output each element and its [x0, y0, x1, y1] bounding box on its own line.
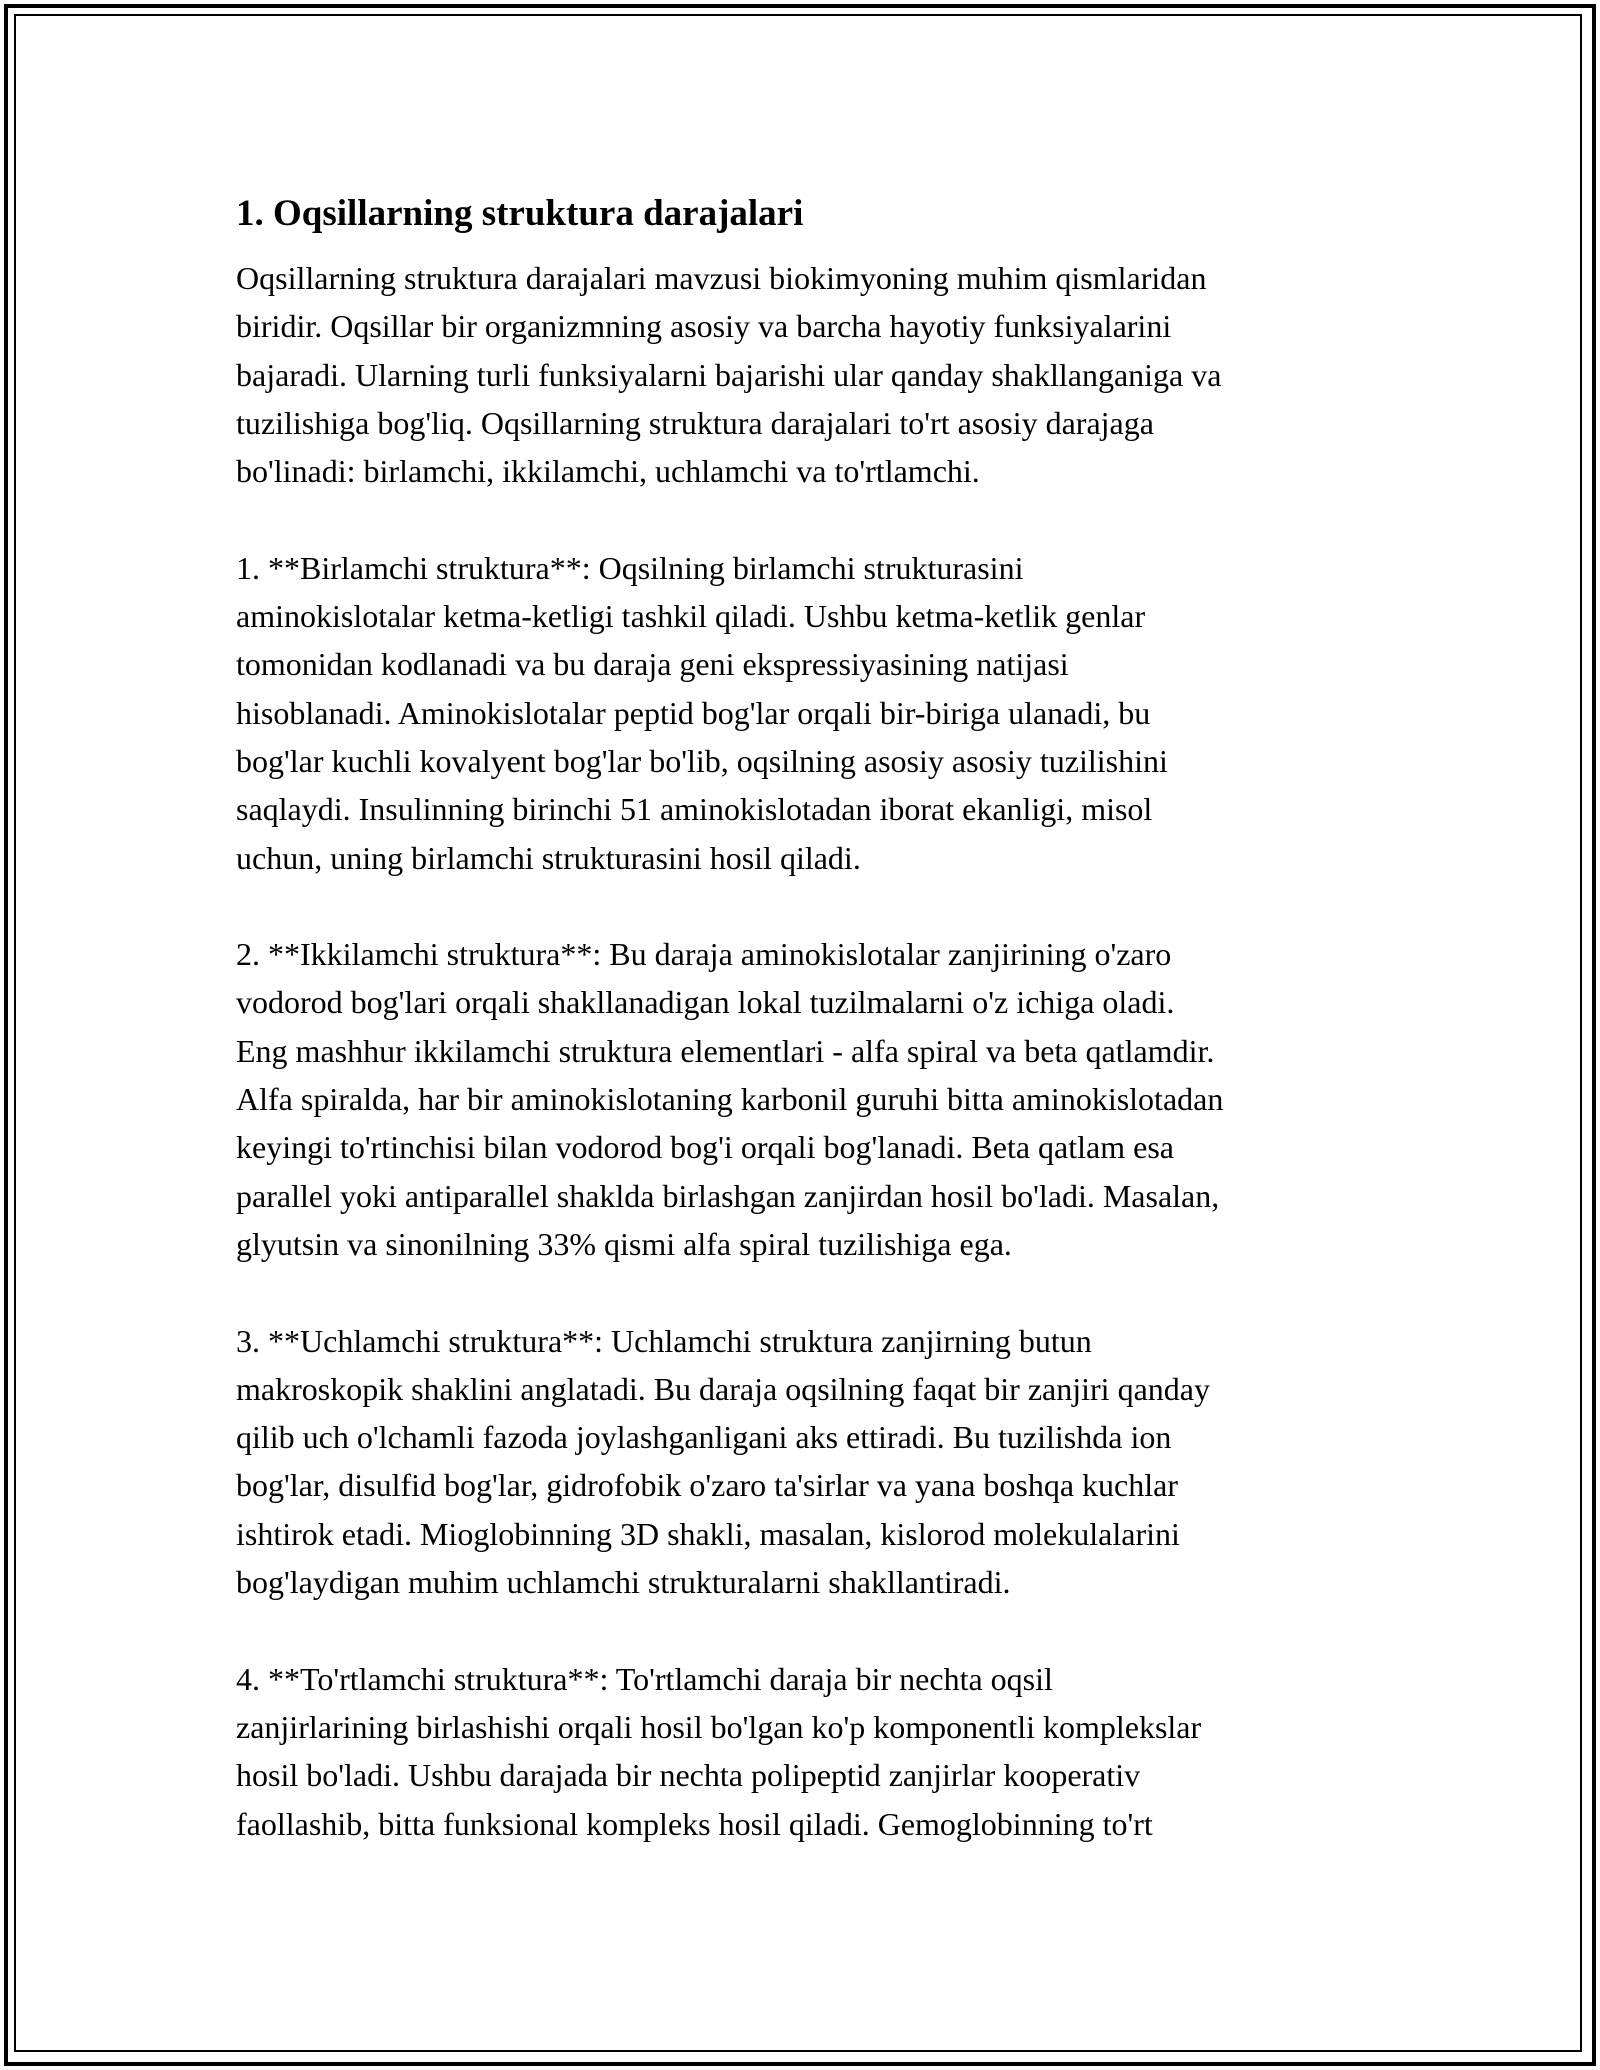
text-line: uchun, uning birlamchi strukturasini hosil qiladi.	[236, 839, 861, 876]
paragraph-secondary-structure	[236, 930, 1376, 1268]
text-line: ishtirok etadi. Mioglobinning 3D shakli, masalan, kislorod molekulalarini	[236, 1515, 1180, 1552]
text-line: tuzilishiga bog'liq. Oqsillarning struktura darajalari to'rt asosiy darajaga	[236, 404, 1154, 441]
text-line: 4. **To'rtlamchi struktura**: To'rtlamchi daraja bir nechta oqsil	[236, 1660, 1053, 1697]
text-line: bog'lar kuchli kovalyent bog'lar bo'lib, oqsilning asosiy asosiy tuzilishini	[236, 742, 1168, 779]
text-line: zanjirlarining birlashishi orqali hosil bo'lgan ko'p komponentli komplekslar	[236, 1708, 1202, 1745]
text-line: aminokislotalar ketma-ketligi tashkil qiladi. Ushbu ketma-ketlik genlar	[236, 598, 1146, 635]
text-line: faollashib, bitta funksional kompleks hosil qiladi. Gemoglobinning to'rt	[236, 1805, 1153, 1842]
paragraph-quaternary-structure	[236, 1655, 1376, 1848]
text-line: hisoblanadi. Aminokislotalar peptid bog'lar orqali bir-biriga ulanadi, bu	[236, 694, 1151, 731]
text-line: tomonidan kodlanadi va bu daraja geni ekspressiyasining natijasi	[236, 646, 1069, 683]
text-line: hosil bo'ladi. Ushbu darajada bir nechta polipeptid zanjirlar kooperativ	[236, 1757, 1141, 1794]
text-line: Oqsillarning struktura darajalari mavzusi biokimyoning muhim qismlaridan	[236, 260, 1207, 296]
document-title: 1. Oqsillarning struktura darajalari	[236, 193, 804, 234]
text-line: glyutsin va sinonilning 33% qismi alfa spiral tuzilishiga ega.	[236, 1225, 1012, 1262]
document-body	[236, 184, 1376, 1896]
paragraph-primary-structure	[236, 544, 1376, 882]
text-line: Alfa spiralda, har bir aminokislotaning karbonil guruhi bitta aminokislotadan	[236, 1081, 1224, 1118]
text-line: Eng mashhur ikkilamchi struktura elementlari - alfa spiral va beta qatlamdir.	[236, 1032, 1215, 1069]
text-line: makroskopik shaklini anglatadi. Bu daraja oqsilning faqat bir zanjiri qanday	[236, 1370, 1210, 1407]
text-line: saqlaydi. Insulinning birinchi 51 aminokislotadan iborat ekanligi, misol	[236, 791, 1153, 828]
text-line: vodorod bog'lari orqali shakllanadigan lokal tuzilmalarni o'z ichiga oladi.	[236, 984, 1175, 1021]
text-line: 3. **Uchlamchi struktura**: Uchlamchi struktura zanjirning butun	[236, 1322, 1092, 1359]
paragraph-tertiary-structure	[236, 1317, 1376, 1607]
paragraph-intro	[236, 254, 1376, 495]
text-line: qilib uch o'lchamli fazoda joylashganligani aks ettiradi. Bu tuzilishda ion	[236, 1419, 1172, 1456]
text-line: 1. **Birlamchi struktura**: Oqsilning birlamchi strukturasini	[236, 549, 1024, 586]
text-line: 2. **Ikkilamchi struktura**: Bu daraja aminokislotalar zanjirining o'zaro	[236, 936, 1172, 973]
text-line: keyingi to'rtinchisi bilan vodorod bog'i orqali bog'lanadi. Beta qatlam esa	[236, 1129, 1174, 1166]
text-line: bajaradi. Ularning turli funksiyalarni bajarishi ular qanday shakllanganiga va	[236, 356, 1222, 393]
text-line: bog'lar, disulfid bog'lar, gidrofobik o'zaro ta'sirlar va yana boshqa kuchlar	[236, 1467, 1178, 1504]
text-line: biridir. Oqsillar bir organizmning asosiy va barcha hayotiy funksiyalarini	[236, 308, 1172, 345]
text-line: bog'laydigan muhim uchlamchi strukturalarni shakllantiradi.	[236, 1564, 1011, 1601]
text-line: parallel yoki antiparallel shaklda birlashgan zanjirdan hosil bo'ladi. Masalan,	[236, 1177, 1220, 1214]
text-line: bo'linadi: birlamchi, ikkilamchi, uchlamchi va to'rtlamchi.	[236, 453, 980, 490]
